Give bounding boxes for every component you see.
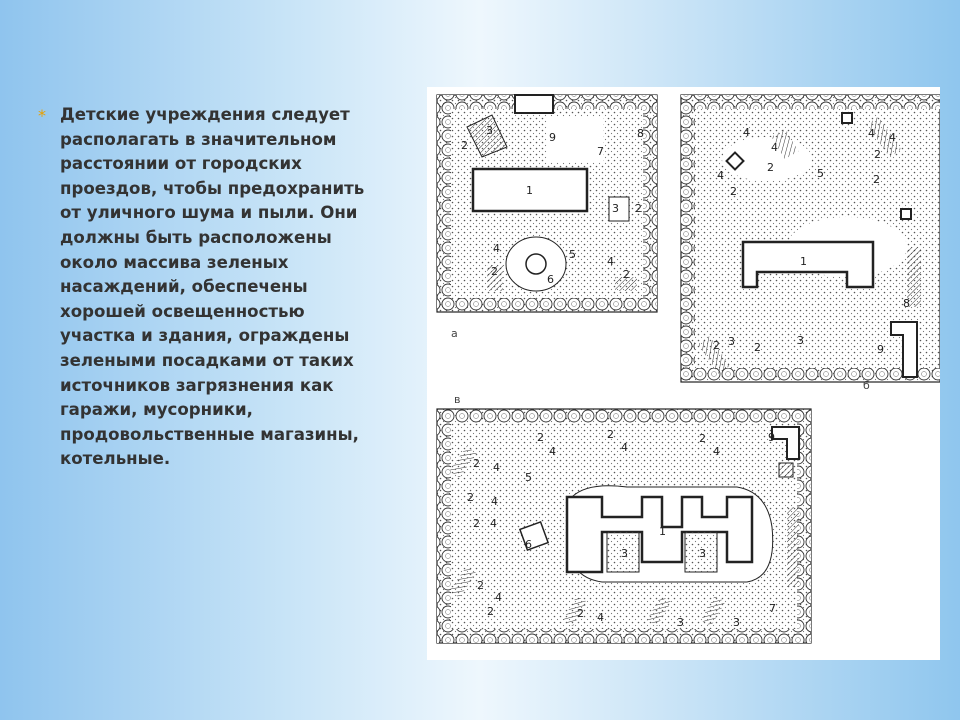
svg-text:4: 4 (621, 441, 628, 454)
slide-text-block (38, 103, 398, 472)
svg-text:2: 2 (713, 339, 720, 352)
svg-text:5: 5 (817, 167, 824, 180)
svg-text:8: 8 (903, 297, 910, 310)
svg-text:9: 9 (549, 131, 556, 144)
svg-text:5: 5 (569, 248, 576, 261)
svg-text:4: 4 (771, 141, 778, 154)
plan-v (437, 393, 811, 643)
svg-text:2: 2 (467, 491, 474, 504)
svg-text:3: 3 (621, 547, 628, 560)
svg-text:2: 2 (767, 161, 774, 174)
svg-text:4: 4 (495, 591, 502, 604)
plan-b (681, 95, 940, 392)
svg-text:2: 2 (874, 148, 881, 161)
site-plans-figure (427, 87, 940, 660)
plan-a-caption: а (451, 327, 458, 340)
svg-text:7: 7 (769, 602, 776, 615)
svg-text:9: 9 (768, 431, 775, 444)
svg-text:5: 5 (525, 471, 532, 484)
svg-text:7: 7 (597, 145, 604, 158)
svg-text:3: 3 (677, 616, 684, 629)
svg-text:8: 8 (637, 127, 644, 140)
svg-text:2: 2 (730, 185, 737, 198)
svg-text:6: 6 (547, 273, 554, 286)
plan-v-caption: в (454, 393, 461, 406)
svg-text:2: 2 (623, 268, 630, 281)
svg-text:2: 2 (477, 579, 484, 592)
site-plans-drawing (427, 87, 940, 660)
svg-text:2: 2 (491, 265, 498, 278)
bullet-marker: * (38, 106, 46, 125)
svg-text:4: 4 (491, 495, 498, 508)
svg-text:4: 4 (490, 517, 497, 530)
plan-a (437, 95, 657, 340)
svg-text:2: 2 (754, 341, 761, 354)
svg-text:6: 6 (525, 538, 532, 551)
svg-text:2: 2 (607, 428, 614, 441)
svg-text:2: 2 (635, 202, 642, 215)
svg-text:1: 1 (526, 184, 533, 197)
svg-text:4: 4 (889, 131, 896, 144)
svg-text:4: 4 (549, 445, 556, 458)
svg-text:2: 2 (699, 432, 706, 445)
svg-text:3: 3 (699, 547, 706, 560)
svg-text:3: 3 (486, 124, 493, 137)
svg-text:2: 2 (473, 517, 480, 530)
svg-text:2: 2 (487, 605, 494, 618)
svg-text:4: 4 (717, 169, 724, 182)
svg-text:9: 9 (877, 343, 884, 356)
slide-paragraph: Детские учреждения следует располагать в значительном расстоянии от городских проездов, чтобы предохранить от уличного шума и пыли. Они должны быть расположены около массива зеленых насаждений, обеспечены хорошей освещенностью участка и здания, ограждены зелеными посадками от таких источников загрязнения как гаражи, мусорники, продовольственные магазины, котельные. (60, 105, 365, 469)
svg-text:3: 3 (612, 202, 619, 215)
svg-text:3: 3 (733, 616, 740, 629)
svg-text:4: 4 (868, 127, 875, 140)
svg-text:4: 4 (607, 255, 614, 268)
svg-text:4: 4 (493, 242, 500, 255)
svg-text:2: 2 (461, 139, 468, 152)
svg-text:2: 2 (473, 457, 480, 470)
svg-text:4: 4 (493, 461, 500, 474)
plan-b-caption: б (863, 379, 870, 392)
svg-text:2: 2 (577, 607, 584, 620)
svg-text:1: 1 (800, 255, 807, 268)
svg-text:2: 2 (873, 173, 880, 186)
svg-text:1: 1 (659, 525, 666, 538)
svg-text:2: 2 (537, 431, 544, 444)
svg-text:4: 4 (713, 445, 720, 458)
svg-text:4: 4 (743, 126, 750, 139)
svg-text:4: 4 (597, 611, 604, 624)
svg-text:3: 3 (728, 335, 735, 348)
svg-text:3: 3 (797, 334, 804, 347)
